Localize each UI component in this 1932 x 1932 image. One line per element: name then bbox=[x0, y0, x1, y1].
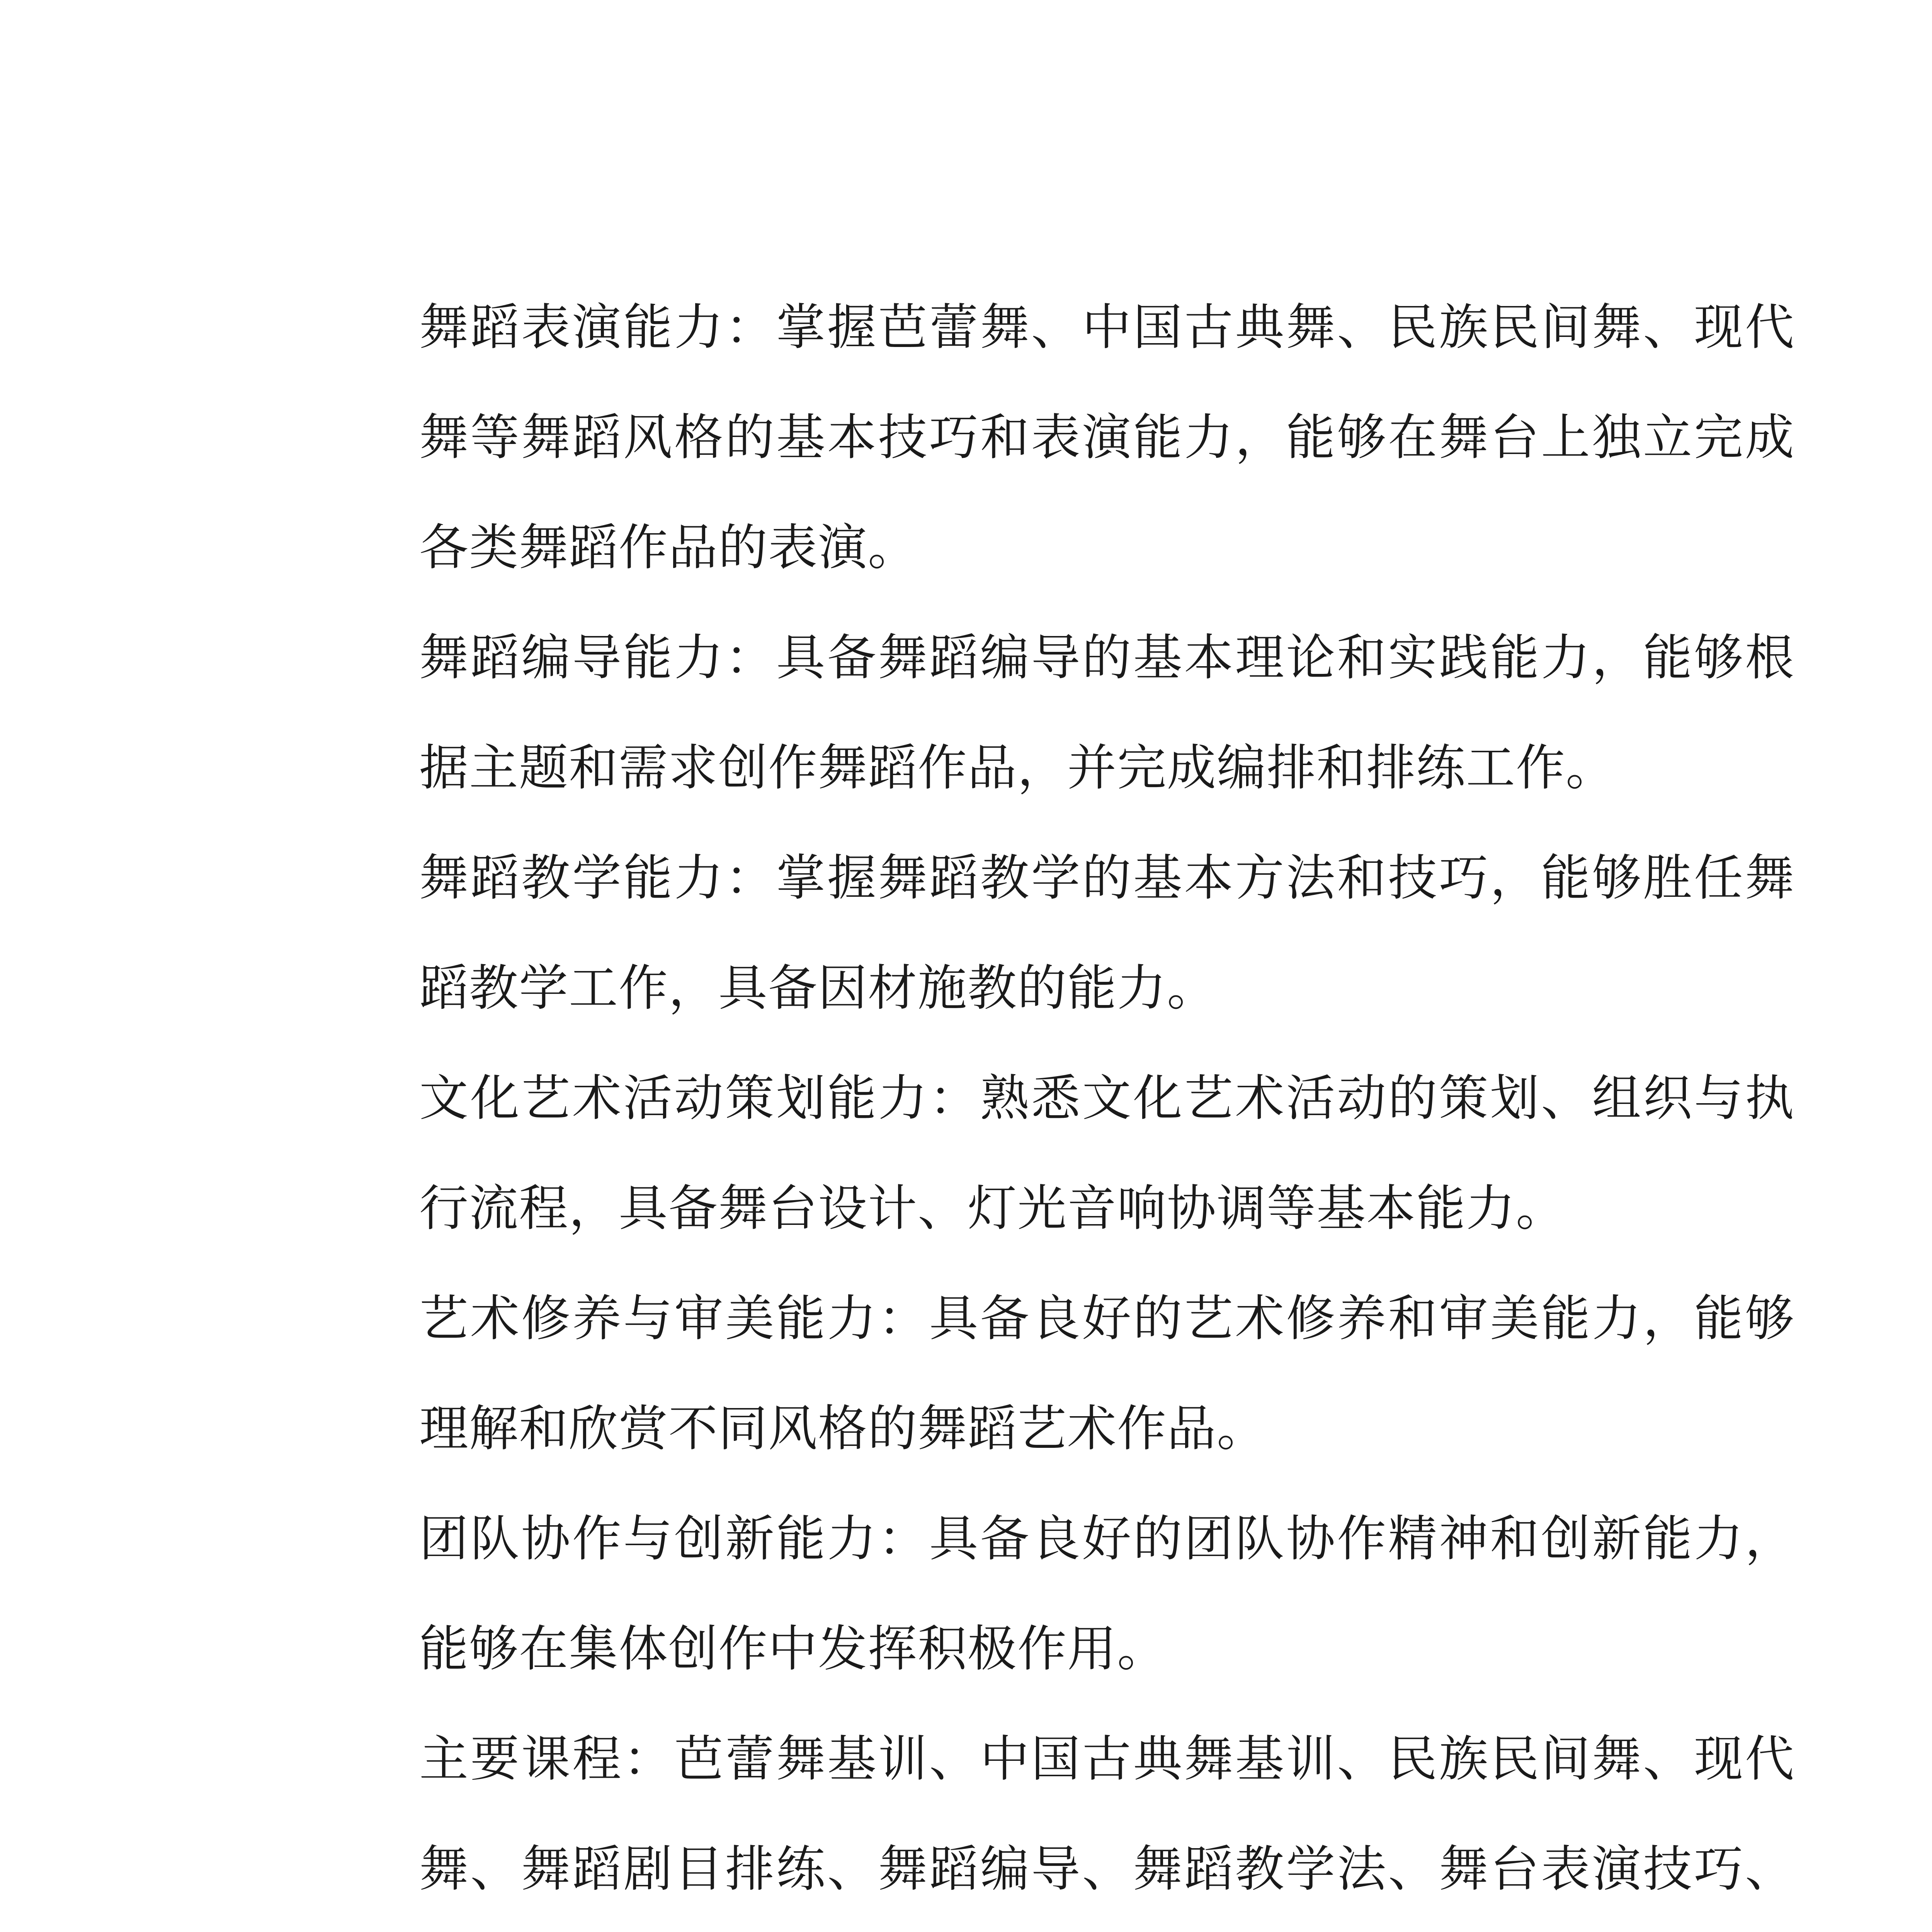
paragraph-teamwork: 团队协作与创新能力：具备良好的团队协作精神和创新能力，能够在集体创作中发挥积极作用。 bbox=[419, 1510, 1795, 1677]
paragraph-choreography: 舞蹈编导能力：具备舞蹈编导的基本理论和实践能力，能够根据主题和需求创作舞蹈作品，并完成编排和排练工作。 bbox=[419, 629, 1795, 796]
paragraph-event-planning: 文化艺术活动策划能力：熟悉文化艺术活动的策划、组织与执行流程，具备舞台设计、灯光音响协调等基本能力。 bbox=[419, 1070, 1795, 1237]
document-body bbox=[419, 272, 1795, 1932]
paragraph-aesthetics: 艺术修养与审美能力：具备良好的艺术修养和审美能力，能够理解和欣赏不同风格的舞蹈艺术作品。 bbox=[419, 1290, 1795, 1457]
paragraph-dance-teaching: 舞蹈教学能力：掌握舞蹈教学的基本方法和技巧，能够胜任舞蹈教学工作，具备因材施教的能力。 bbox=[419, 849, 1795, 1017]
paragraph-dance-performance: 舞蹈表演能力：掌握芭蕾舞、中国古典舞、民族民间舞、现代舞等舞蹈风格的基本技巧和表演能力，能够在舞台上独立完成各类舞蹈作品的表演。 bbox=[419, 299, 1795, 576]
paragraph-main-courses: 主要课程：芭蕾舞基训、中国古典舞基训、民族民间舞、现代舞、舞蹈剧目排练、舞蹈编导、舞蹈教学法、舞台表演技巧、 bbox=[419, 1730, 1795, 1898]
